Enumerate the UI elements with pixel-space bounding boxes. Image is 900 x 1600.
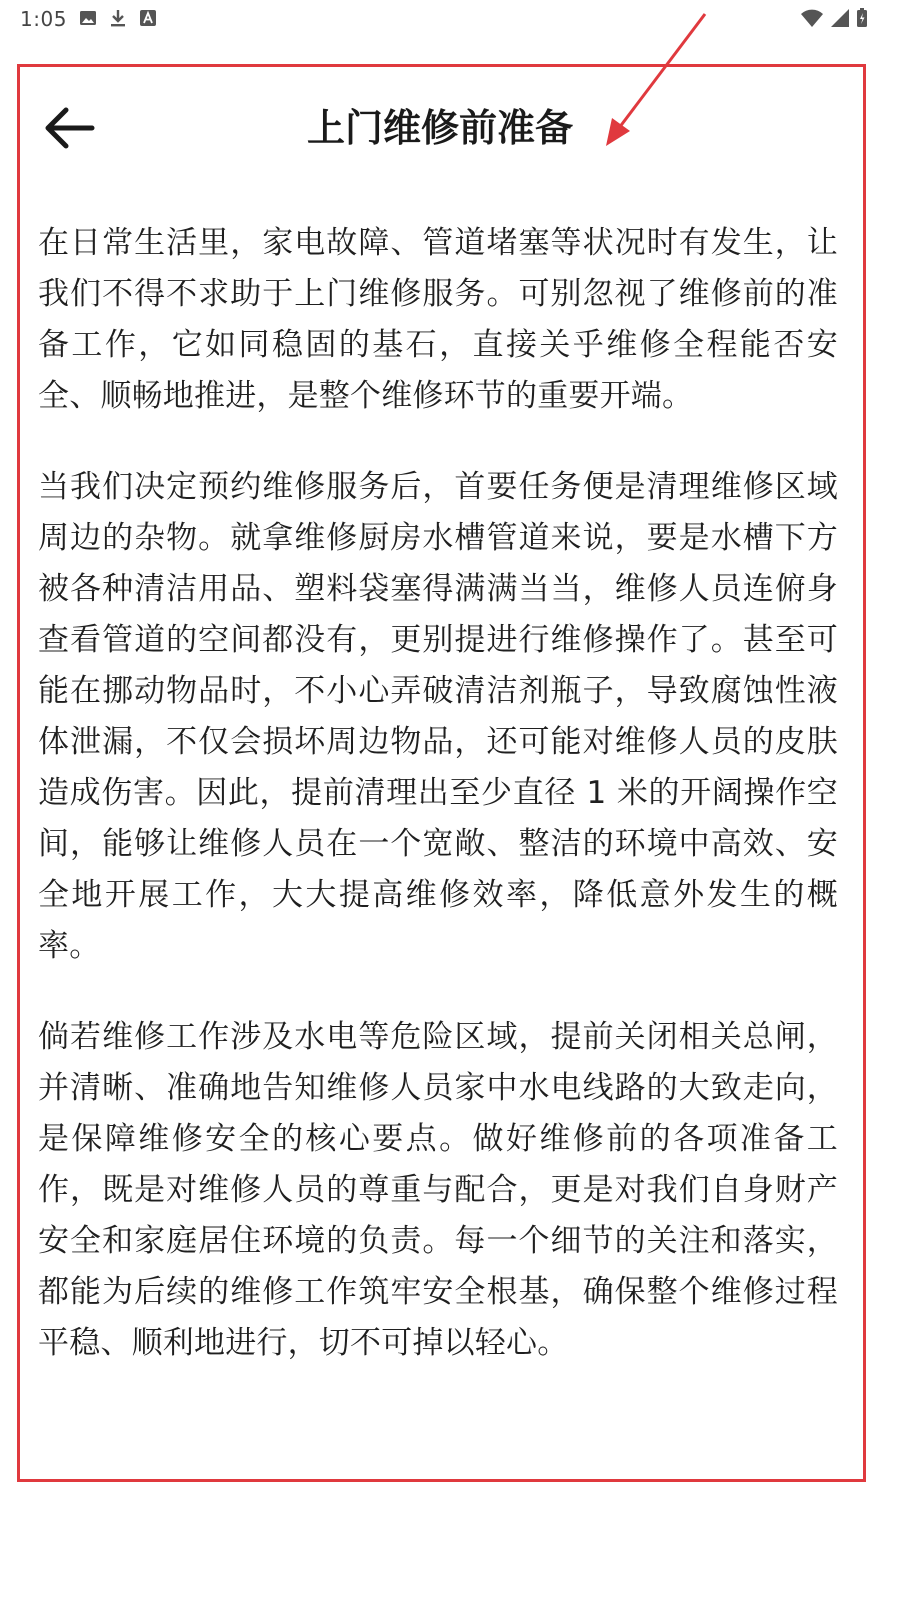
status-time: 1:05	[20, 7, 67, 31]
paragraph-clear-area: 当我们决定预约维修服务后，首要任务便是清理维修区域周边的杂物。就拿维修厨房水槽管道来说，要是水槽下方被各种清洁用品、塑料袋塞得满满当当，维修人员连俯身查看管道的空间都没有，更别提进行维修操作了。甚至可能在挪动物品时，不小心弄破清洁剂瓶子，导致腐蚀性液体泄漏，不仅会损坏周边物品，还可能对维修人员的皮肤造成伤害。因此，提前清理出至少直径 1 米的开阔操作空间，能够让维修人员在一个宽敞、整洁的环境中高效、安全地开展工作，大大提高维修效率，降低意外发生的概率。	[38, 469, 838, 964]
status-system-icons	[800, 8, 868, 28]
wifi-icon	[800, 8, 824, 28]
page-title: 上门维修前准备	[306, 106, 573, 150]
battery-icon	[856, 8, 868, 28]
status-bar	[0, 0, 900, 40]
arrow-left-icon	[40, 104, 96, 152]
cell-signal-icon	[830, 8, 850, 28]
paragraph-intro: 在日常生活里，家电故障、管道堵塞等状况时有发生，让我们不得不求助于上门维修服务。可别忽视了维修前的准备工作，它如同稳固的基石，直接关乎维修全程能否安全、顺畅地推进，是整个维修环节的重要开端。	[38, 225, 838, 414]
download-icon	[108, 8, 128, 28]
image-icon	[78, 8, 98, 28]
back-button[interactable]	[36, 100, 100, 156]
article-body	[38, 218, 838, 1369]
paragraph-safety: 倘若维修工作涉及水电等危险区域，提前关闭相关总闸，并清晰、准确地告知维修人员家中水电线路的大致走向，是保障维修安全的核心要点。做好维修前的各项准备工作，既是对维修人员的尊重与配合，更是对我们自身财产安全和家庭居住环境的负责。每一个细节的关注和落实，都能为后续的维修工作筑牢安全根基，确保整个维修过程平稳、顺利地进行，切不可掉以轻心。	[38, 1019, 838, 1361]
status-notification-icons	[78, 8, 158, 28]
text-a-icon	[138, 8, 158, 28]
